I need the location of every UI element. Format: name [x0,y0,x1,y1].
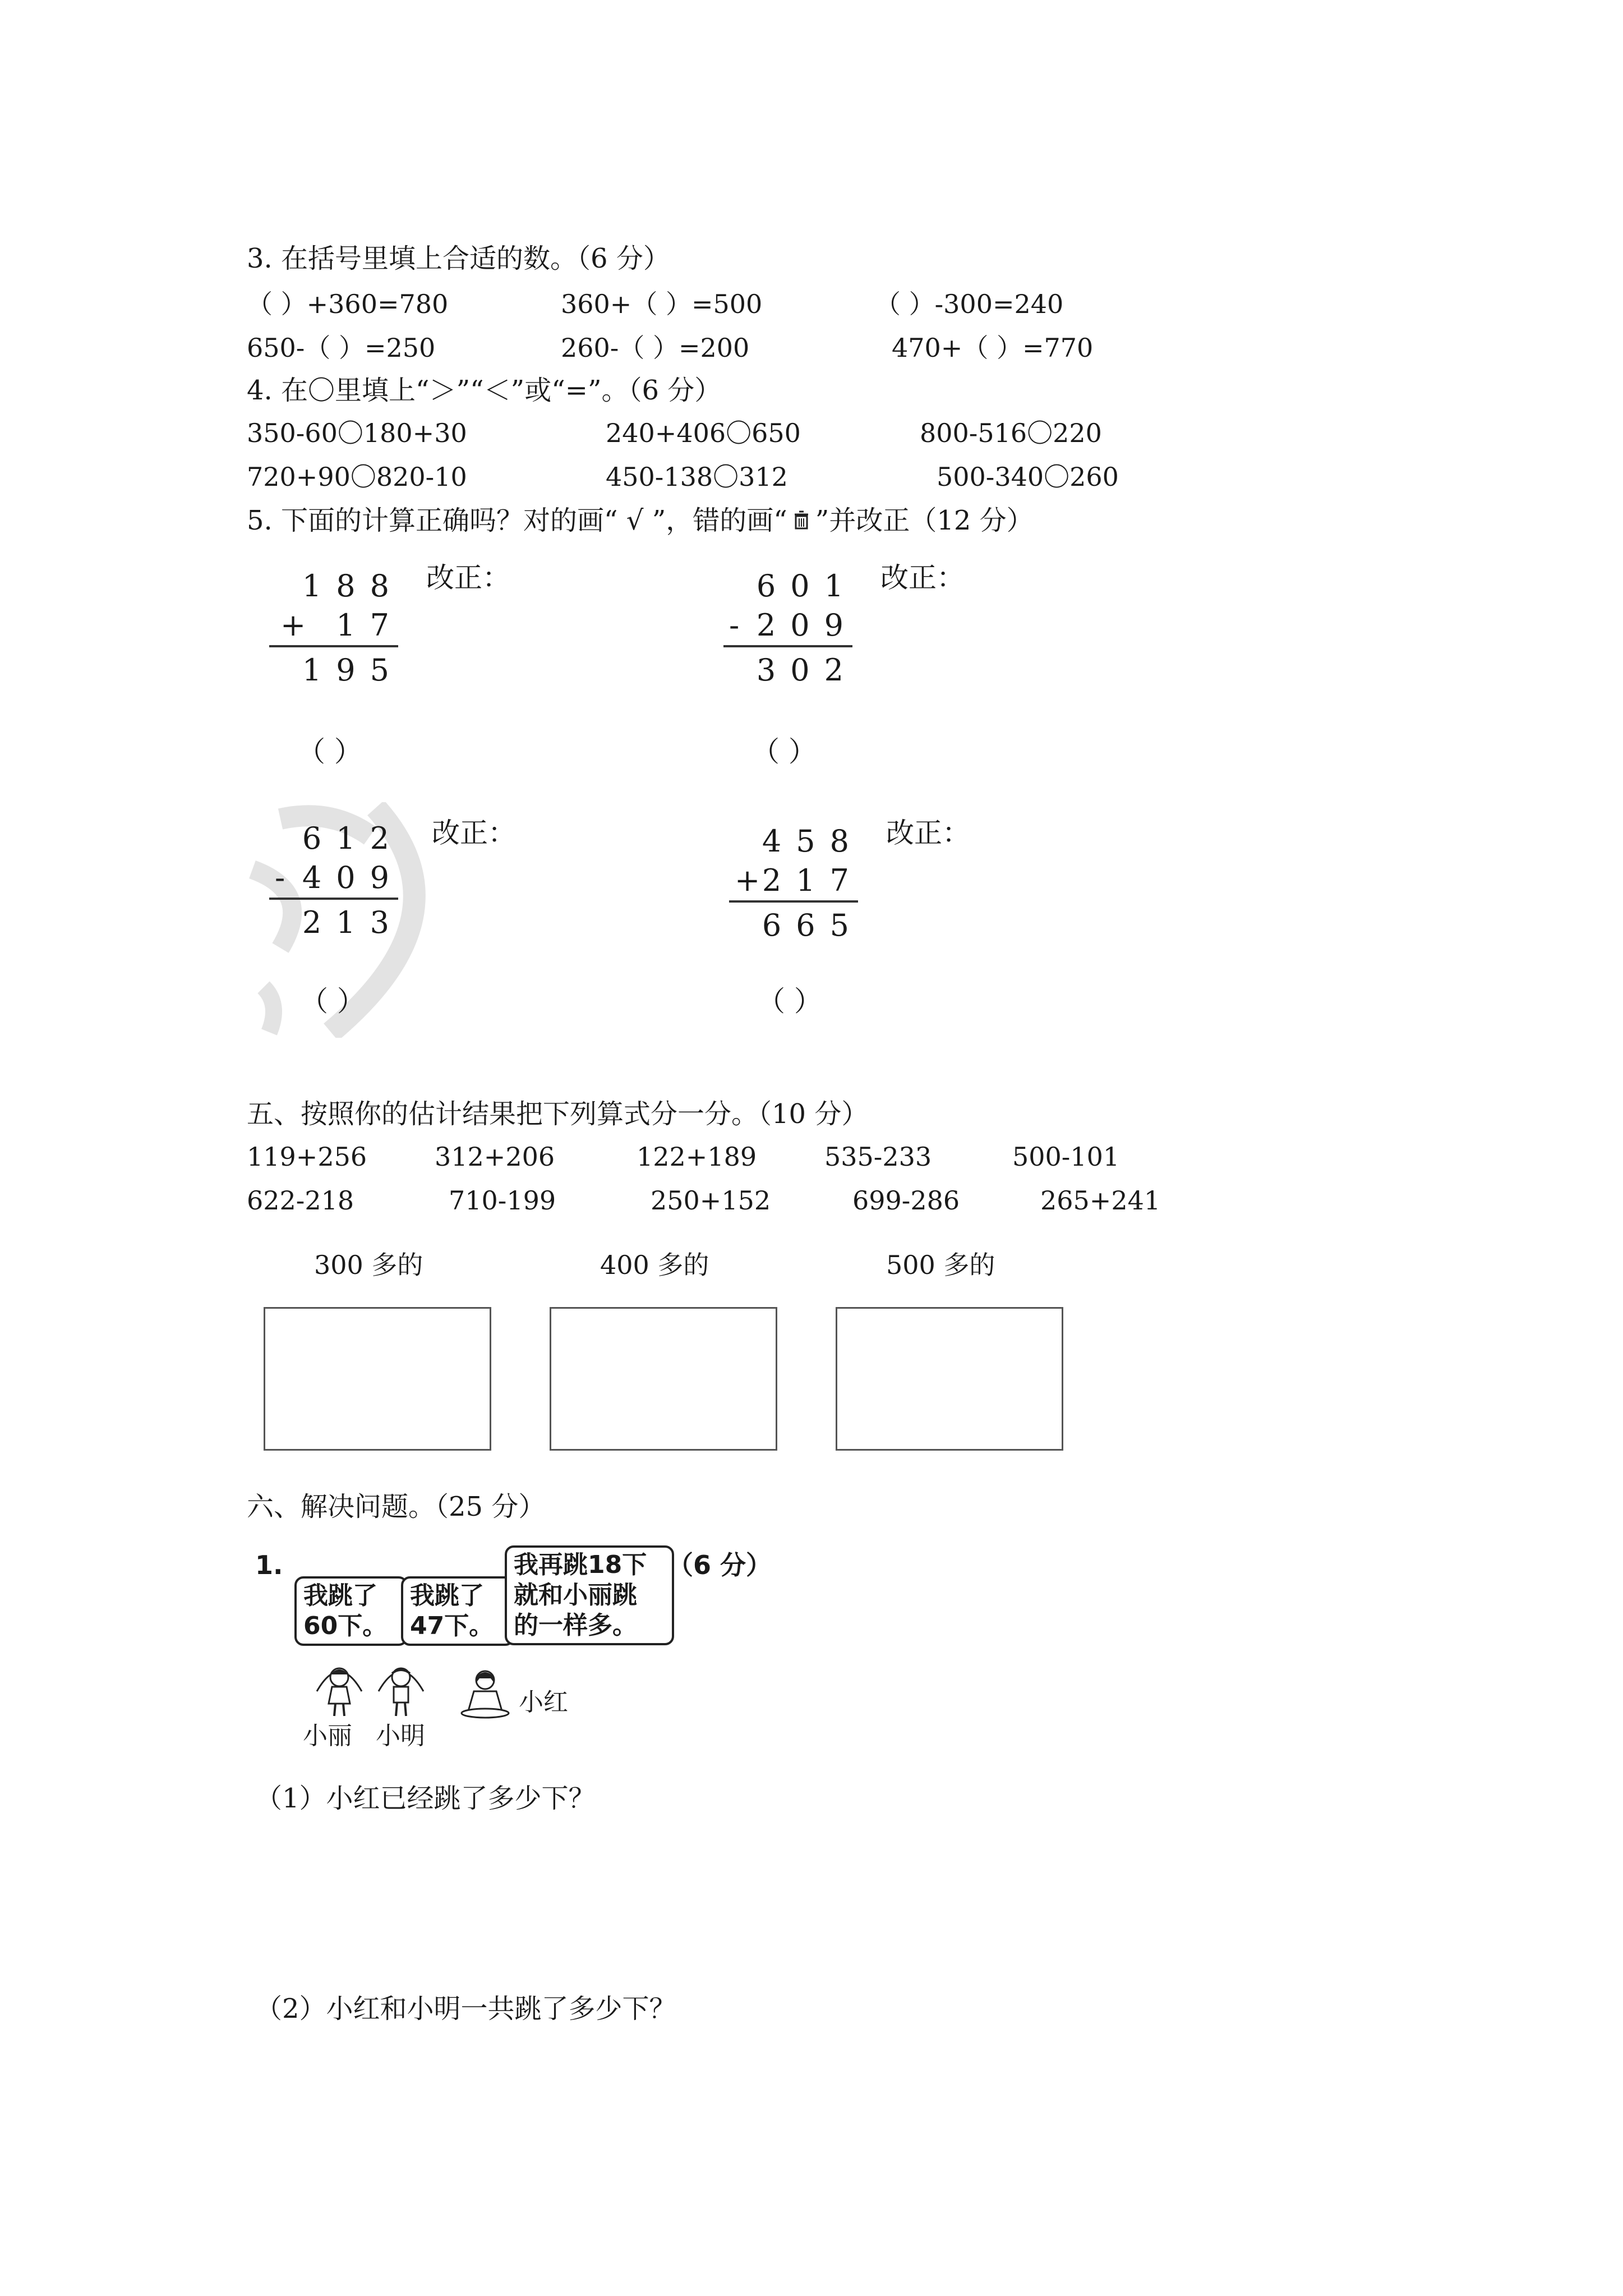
expr-r2-1: 622-218 [247,1185,354,1216]
q3-r2-c2: 260-（ ）=200 [561,333,750,363]
calc-top: 458 [762,823,864,859]
q3-r2-c3: 470+（ ）=770 [892,333,1094,363]
q5-title-post: ”并改正（12 分） [815,505,1034,536]
q4-r1-c3: 800-516〇220 [920,418,1102,448]
fix-label-4: 改正： [886,817,970,849]
section-five-title: 五、按照你的估计结果把下列算式分一分。（10 分） [247,1098,869,1130]
vertical-calc-4 [707,822,875,945]
fix-label-1: 改正： [426,562,510,594]
wrong-mark-icon [787,503,815,538]
vertical-calc-1 [247,567,415,690]
q3-r1-c3: （ ）-300=240 [875,289,1064,319]
girl-sitting-icon [457,1666,513,1719]
calc-result: 302 [756,652,858,688]
calc-top: 601 [756,568,858,604]
expr-r1-1: 119+256 [247,1142,367,1172]
expr-r2-4: 699-286 [852,1185,960,1216]
answer-paren-1[interactable]: （ ） [297,735,362,768]
q5-title-pre: 5. 下面的计算正确吗？对的画“ √ ”，错的画“ [247,505,787,536]
q4-r2-c1: 720+90〇820-10 [247,462,467,492]
name-xiaohong: 小红 [519,1688,568,1717]
q3-r1-c2: 360+（ ）=500 [561,289,763,319]
calc-bottom: 409 [302,860,404,895]
calc-rule [729,900,858,903]
calc-rule [723,645,852,647]
q4-title: 4. 在〇里填上“＞”“＜”或“=”。（6 分） [247,375,722,406]
box-label-400: 400 多的 [600,1250,709,1280]
name-xiaoli: 小丽 [303,1722,352,1750]
expr-r1-2: 312+206 [435,1142,555,1172]
calc-bottom: 217 [762,863,864,898]
q3-title: 3. 在括号里填上合适的数。（6 分） [247,243,670,274]
section-six-title: 六、解决问题。（25 分） [247,1491,546,1522]
sub-question-2: （2）小红和小明一共跳了多少下？ [255,1993,676,2024]
fix-label-2: 改正： [880,562,965,594]
calc-operator: - [729,608,740,643]
sub-question-1: （1）小红已经跳了多少下？ [255,1783,596,1814]
calc-rule [269,898,398,900]
calc-bottom: 17 [336,608,404,643]
expr-r2-5: 265+241 [1040,1185,1161,1216]
calc-top: 612 [302,821,404,856]
q4-r2-c2: 450-138〇312 [606,462,788,492]
speech-bubble-xiaohong: 我再跳18下 就和小丽跳 的一样多。 [505,1545,674,1645]
calc-top: 188 [302,568,404,604]
calc-operator: - [275,860,285,895]
q4-r1-c2: 240+406〇650 [606,418,801,448]
speech-bubble-xiaoli: 我跳了 60下。 [294,1576,408,1646]
calc-result: 665 [762,908,864,943]
calc-rule [269,645,398,647]
answer-box-300[interactable] [264,1307,491,1451]
expr-r2-3: 250+152 [651,1185,771,1216]
answer-paren-2[interactable]: （ ） [751,735,817,768]
name-xiaoming: 小明 [376,1722,425,1750]
problem-score: （6 分） [667,1550,772,1580]
calc-operator: + [735,863,760,898]
box-label-300: 300 多的 [314,1250,423,1280]
calc-bottom: 209 [756,608,858,643]
answer-paren-3[interactable]: （ ） [300,985,365,1018]
q3-r2-c1: 650-（ ）=250 [247,333,436,363]
answer-paren-4[interactable]: （ ） [757,985,822,1018]
speech-bubble-xiaoming: 我跳了 47下。 [401,1576,514,1646]
calc-result: 195 [302,652,404,688]
expr-r1-5: 500-101 [1012,1142,1120,1172]
vertical-calc-2 [701,567,869,690]
expr-r1-3: 122+189 [637,1142,757,1172]
vertical-calc-3 [247,819,415,942]
answer-box-400[interactable] [550,1307,777,1451]
q3-r1-c1: （ ）+360=780 [247,289,449,319]
answer-box-500[interactable] [836,1307,1063,1451]
q4-r2-c3: 500-340〇260 [937,462,1119,492]
fix-label-3: 改正： [432,817,516,849]
girl-jumping-rope-icon [314,1658,365,1719]
boy-jumping-rope-icon [376,1658,426,1719]
expr-r2-2: 710-199 [449,1185,556,1216]
problem-number: 1. [255,1550,283,1580]
calc-result: 213 [302,905,404,940]
calc-operator: + [280,608,306,643]
q4-r1-c1: 350-60〇180+30 [247,418,467,448]
q5-title [247,503,1034,538]
box-label-500: 500 多的 [886,1250,995,1280]
expr-r1-4: 535-233 [824,1142,932,1172]
